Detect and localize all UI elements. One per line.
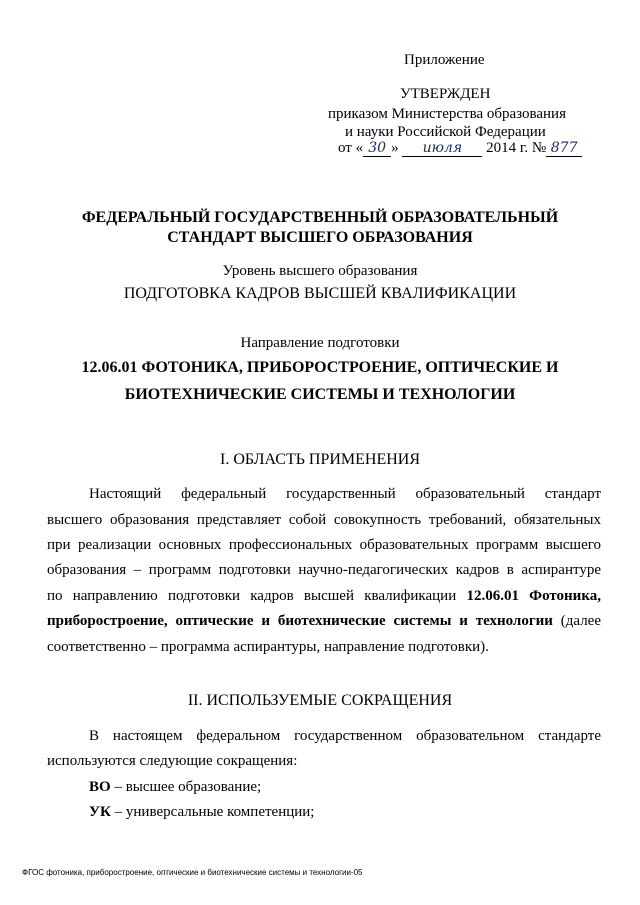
section-2-line-2: используются следующие сокращения:: [47, 753, 298, 769]
page-footer: ФГОС фотоника, приборостроение, оптические и биотехнические системы и технологии-05: [22, 868, 363, 877]
section-1-heading: I. ОБЛАСТЬ ПРИМЕНЕНИЯ: [219, 451, 421, 468]
line-6-text: (далее: [552, 613, 602, 629]
section-2-heading: II. ИСПОЛЬЗУЕМЫЕ СОКРАЩЕНИЯ: [187, 692, 453, 709]
abbr-def-vo: – высшее образование;: [110, 779, 262, 795]
approval-date-line: [338, 140, 582, 157]
education-level-label: Уровень высшего образования: [222, 263, 418, 279]
line-5-text: по направлению подготовки кадров высшей квалификации: [47, 588, 467, 604]
approval-line-1: приказом Министерства образования: [328, 106, 566, 122]
abbr-def-uk: – универсальные компетенции;: [110, 804, 315, 820]
abbreviation-uk: [89, 804, 601, 821]
order-number-handwritten: 877: [546, 140, 582, 157]
direction-line-1: 12.06.01 ФОТОНИКА, ПРИБОРОСТРОЕНИЕ, ОПТИЧЕСКИЕ И: [81, 359, 559, 376]
date-day-handwritten: 30: [363, 140, 391, 157]
date-year: 2014 г. №: [486, 140, 547, 156]
abbr-term-uk: УК: [89, 804, 111, 820]
abbreviation-vo: [89, 779, 601, 796]
direction-label: Направление подготовки: [240, 335, 400, 351]
standard-title-line-1: ФЕДЕРАЛЬНЫЙ ГОСУДАРСТВЕННЫЙ ОБРАЗОВАТЕЛЬНЫЙ: [81, 209, 559, 226]
education-level-value: ПОДГОТОВКА КАДРОВ ВЫСШЕЙ КВАЛИФИКАЦИИ: [123, 285, 517, 302]
section-1-line-4: образования – программ подготовки научно-педагогических кадров в аспирантуре: [47, 562, 601, 578]
section-1-line-2: высшего образования представляет собой совокупность требований, обязательных: [47, 512, 601, 528]
section-1-line-5: [47, 588, 601, 605]
section-2-line-1: В настоящем федеральном государственном образовательном стандарте: [89, 728, 601, 744]
standard-title-line-2: СТАНДАРТ ВЫСШЕГО ОБРАЗОВАНИЯ: [167, 229, 473, 246]
section-1-line-7: соответственно – программа аспирантуры, направление подготовки).: [47, 639, 489, 655]
direction-line-2: БИОТЕХНИЧЕСКИЕ СИСТЕМЫ И ТЕХНОЛОГИИ: [124, 386, 516, 403]
line-5-bold: 12.06.01 Фотоника,: [466, 588, 601, 604]
line-6-bold: приборостроение, оптические и биотехнические системы и технологии: [47, 613, 553, 629]
date-month-handwritten: июля: [402, 140, 482, 157]
date-mid: »: [391, 140, 399, 156]
section-1-line-1: Настоящий федеральный государственный образовательный стандарт: [89, 486, 601, 502]
section-1-line-6: [47, 613, 601, 630]
appendix-label: Приложение: [404, 52, 485, 68]
abbr-term-vo: ВО: [89, 779, 111, 795]
approved-title: УТВЕРЖДЕН: [400, 86, 491, 102]
section-1-line-3: при реализации основных профессиональных образовательных программ высшего: [47, 537, 601, 553]
date-from: от «: [338, 140, 364, 156]
approval-line-2: и науки Российской Федерации: [345, 124, 546, 140]
